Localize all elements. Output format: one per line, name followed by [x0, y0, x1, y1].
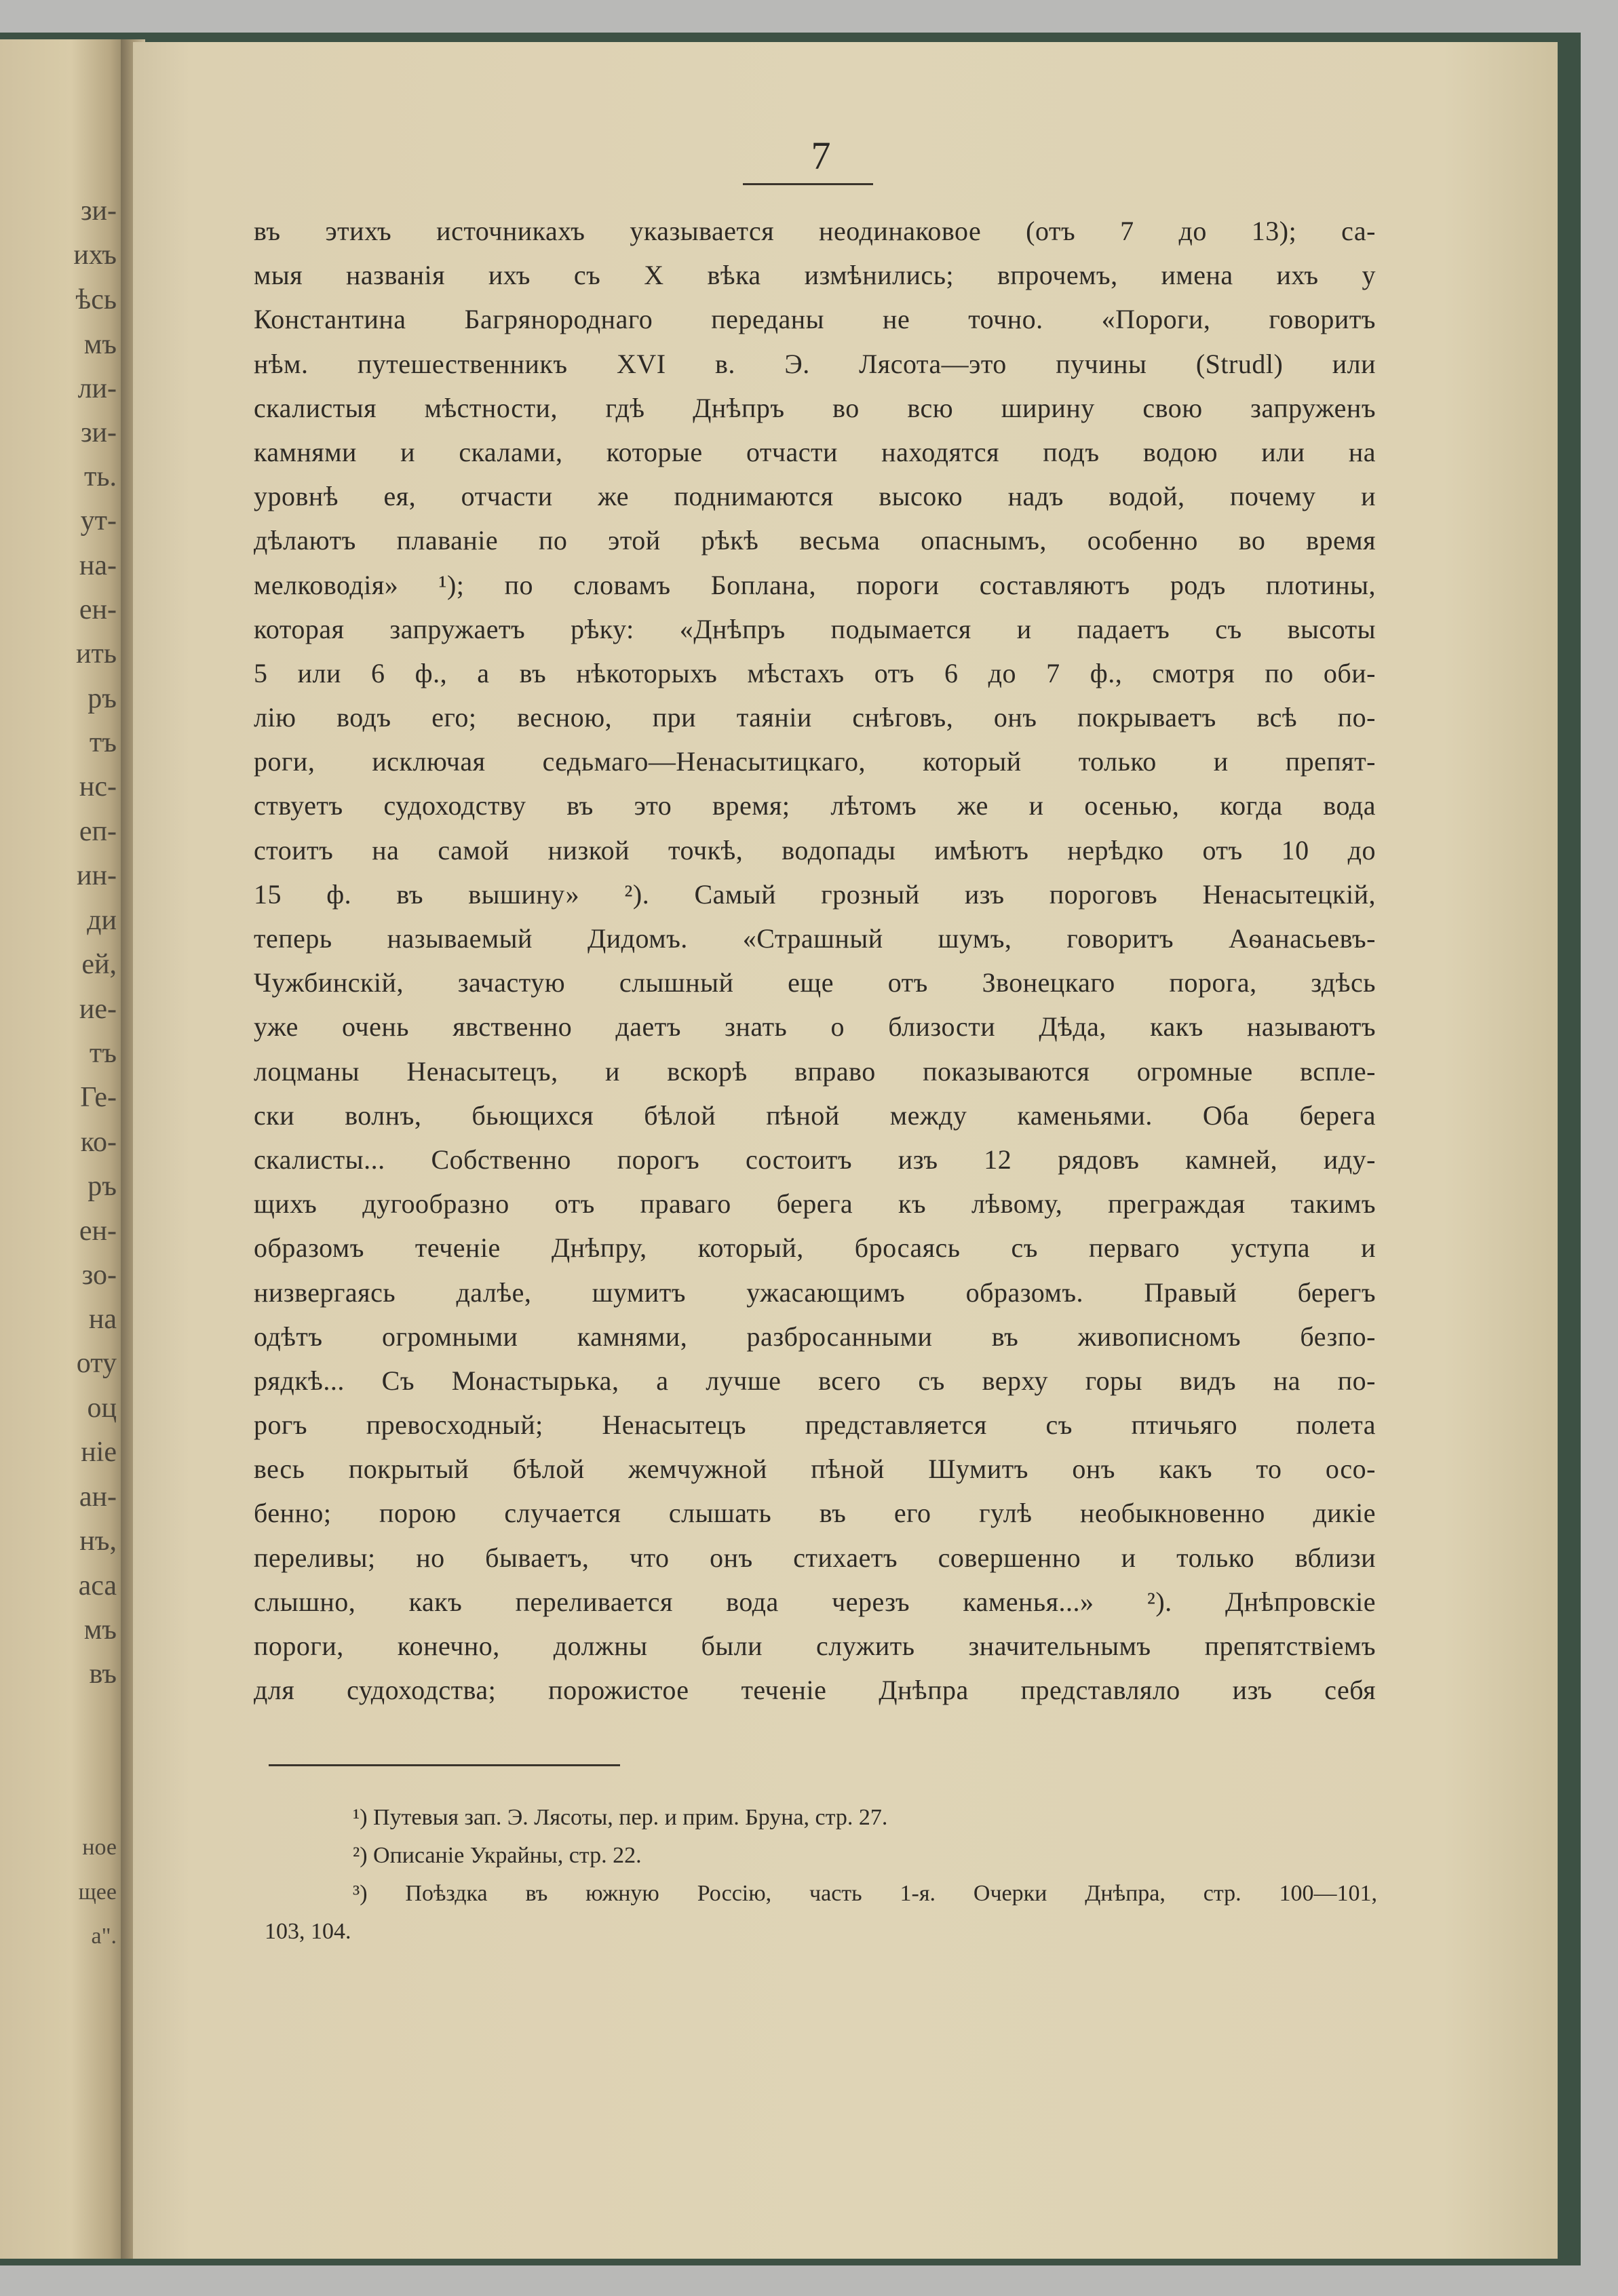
previous-page-fragment — [0, 39, 129, 2259]
body-text-line: лоцманы Ненасытецъ, и вскорѣ вправо показываются огромные вспле- — [254, 1055, 1376, 1087]
body-text-line: лію водъ его; весною, при таяніи снѣговъ, онъ покрываетъ всѣ по- — [254, 702, 1376, 733]
left-page-text-fragment: мъ — [83, 1614, 117, 1646]
body-text-line: дѣлаютъ плаваніе по этой рѣкѣ весьма опаснымъ, особенно во время — [254, 525, 1376, 556]
body-text-line: нѣм. путешественникъ XVI в. Э. Лясота—это пучины (Strudl) или — [254, 348, 1376, 379]
body-text-line: переливы; но бываетъ, что онъ стихаетъ совершенно и только вблизи — [254, 1542, 1376, 1573]
left-page-text-fragment: ръ — [88, 1171, 117, 1202]
left-page-text-fragment: щее — [78, 1880, 117, 1905]
left-page-text-fragment: ко- — [80, 1127, 117, 1158]
body-text-line: камнями и скалами, которые отчасти находятся подъ водою или на — [254, 436, 1376, 467]
left-page-text-fragment: Ге- — [80, 1082, 117, 1113]
body-text-line: роги, исключая седьмаго—Ненасытицкаго, который только и препят- — [254, 746, 1376, 777]
left-page-text-fragment: ди — [87, 905, 117, 936]
body-text-line: одѣтъ огромными камнями, разбросанными въ живописномъ безпо- — [254, 1321, 1376, 1352]
page-number-rule — [743, 183, 873, 185]
body-text-line: скалисты... Собственно порогъ состоитъ изъ 12 рядовъ камней, иду- — [254, 1144, 1376, 1175]
body-text-line: 15 ф. въ вышину» ²). Самый грозный изъ пороговъ Ненасытецкій, — [254, 878, 1376, 910]
body-text-line: Константина Багрянороднаго переданы не точно. «Пороги, говоритъ — [254, 304, 1376, 335]
left-page-text-fragment: ѣсь — [75, 284, 117, 315]
body-text — [254, 209, 1376, 1712]
body-text-line: бенно; порою случается слышать въ его гулѣ необыкновенно дикіе — [254, 1498, 1376, 1529]
body-text-line: скалистыя мѣстности, гдѣ Днѣпръ во всю ширину свою запруженъ — [254, 392, 1376, 423]
body-text-line: для судоходства; порожистое теченіе Днѣпра представляло изъ себя — [254, 1675, 1376, 1706]
left-page-text-fragment: ин- — [77, 860, 117, 891]
left-page-text-fragment: въ — [89, 1658, 117, 1690]
body-text-line: пороги, конечно, должны были служить значительнымъ препятствіемъ — [254, 1631, 1376, 1661]
left-page-text-fragment: ут- — [80, 505, 117, 537]
left-page-text-fragment: ть. — [83, 461, 117, 492]
left-page-text-fragment: оц — [87, 1393, 117, 1424]
footnote-rule — [269, 1764, 620, 1766]
left-page-text-fragment: тъ — [89, 727, 117, 758]
left-page-text-fragment: а". — [91, 1924, 117, 1949]
left-page-text-fragment: мъ — [83, 329, 117, 360]
footnote-line: ²) Описаніе Украйны, стр. 22. — [353, 1843, 642, 1868]
body-text-line: ски волнъ, бьющихся бѣлой пѣной между каменьями. Оба берега — [254, 1100, 1376, 1131]
body-text-line: теперь называемый Дидомъ. «Страшный шумъ, говоритъ Аѳанасьевъ- — [254, 923, 1376, 954]
left-page-text-fragment: на- — [79, 550, 117, 581]
body-text-line: низвергаясь далѣе, шумитъ ужасающимъ образомъ. Правый берегъ — [254, 1277, 1376, 1308]
page-number: 7 — [811, 134, 831, 178]
footnote-line: 103, 104. — [265, 1919, 351, 1944]
body-text-line: слышно, какъ переливается вода черезъ каменья...» ²). Днѣпровскіе — [254, 1586, 1376, 1617]
body-text-line: Чужбинскій, зачастую слышный еще отъ Звонецкаго порога, здѣсь — [254, 967, 1376, 998]
body-text-line: въ этихъ источникахъ указывается неодинаковое (отъ 7 до 13); са- — [254, 216, 1376, 246]
body-text-line: стоитъ на самой низкой точкѣ, водопады имѣютъ нерѣдко отъ 10 до — [254, 834, 1376, 865]
body-text-line: мелководія» ¹); по словамъ Боплана, пороги составляютъ родъ плотины, — [254, 569, 1376, 600]
footnote-line: ¹) Путевыя зап. Э. Лясоты, пер. и прим. Бруна, стр. 27. — [353, 1805, 888, 1830]
left-page-text-fragment: ей, — [81, 949, 117, 980]
left-page-text-fragment: нъ, — [79, 1525, 117, 1557]
left-page-text-fragment: ніе — [81, 1437, 117, 1468]
left-page-text-fragment: ан- — [79, 1481, 117, 1513]
left-page-text-fragment: ихъ — [73, 239, 117, 271]
body-text-line: весь покрытый бѣлой жемчужной пѣной Шумитъ онъ какъ то осо- — [254, 1454, 1376, 1485]
body-text-line: мыя названія ихъ съ X вѣка измѣнились; впрочемъ, имена ихъ у — [254, 260, 1376, 291]
left-page-text-fragment: оту — [76, 1348, 117, 1379]
left-page-text-fragment: ли- — [77, 373, 117, 404]
body-text-line: образомъ теченіе Днѣпру, который, бросаясь съ перваго уступа и — [254, 1232, 1376, 1264]
footnote-line: ³) Поѣздка въ южную Россію, часть 1-я. Очерки Днѣпра, стр. 100—101, — [353, 1881, 1377, 1906]
body-text-line: уровнѣ ея, отчасти же поднимаются высоко надъ водой, почему и — [254, 481, 1376, 512]
left-page-text-fragment: на — [88, 1304, 117, 1335]
left-page-text-fragment: зи- — [80, 195, 117, 227]
footnotes — [265, 1799, 1377, 1951]
left-page-text-fragment: ие- — [79, 994, 117, 1025]
left-page-text-fragment: еп- — [79, 816, 117, 847]
body-text-line: 5 или 6 ф., а въ нѣкоторыхъ мѣстахъ отъ 6 до 7 ф., смотря по оби- — [254, 657, 1376, 688]
left-page-text-fragment: зи- — [80, 417, 117, 448]
left-page-text-fragment: ръ — [88, 683, 117, 714]
left-page-text-fragment: тъ — [89, 1038, 117, 1069]
body-text-line: рядкѣ... Съ Монастырька, а лучше всего съ верху горы видъ на по- — [254, 1365, 1376, 1396]
body-text-line: рогъ превосходный; Ненасытецъ представляется съ птичьяго полета — [254, 1409, 1376, 1441]
left-page-text-fragment: ен- — [79, 594, 117, 625]
body-text-line: ствуетъ судоходству въ это время; лѣтомъ же и осенью, когда вода — [254, 790, 1376, 821]
left-page-text-fragment: нс- — [79, 771, 117, 802]
left-page-text-fragment: ное — [82, 1835, 117, 1860]
body-text-line: щихъ дугообразно отъ праваго берега къ лѣвому, преграждая такимъ — [254, 1188, 1376, 1220]
left-page-text-fragment: ен- — [79, 1215, 117, 1247]
body-text-line: которая запружаетъ рѣку: «Днѣпръ подымается и падаетъ съ высоты — [254, 613, 1376, 644]
left-page-text-fragment: зо- — [81, 1260, 117, 1291]
left-page-text-fragment: аса — [78, 1570, 117, 1601]
left-page-text-fragment: ить — [76, 638, 117, 669]
body-text-line: уже очень явственно даетъ знать о близости Дѣда, какъ называютъ — [254, 1011, 1376, 1043]
